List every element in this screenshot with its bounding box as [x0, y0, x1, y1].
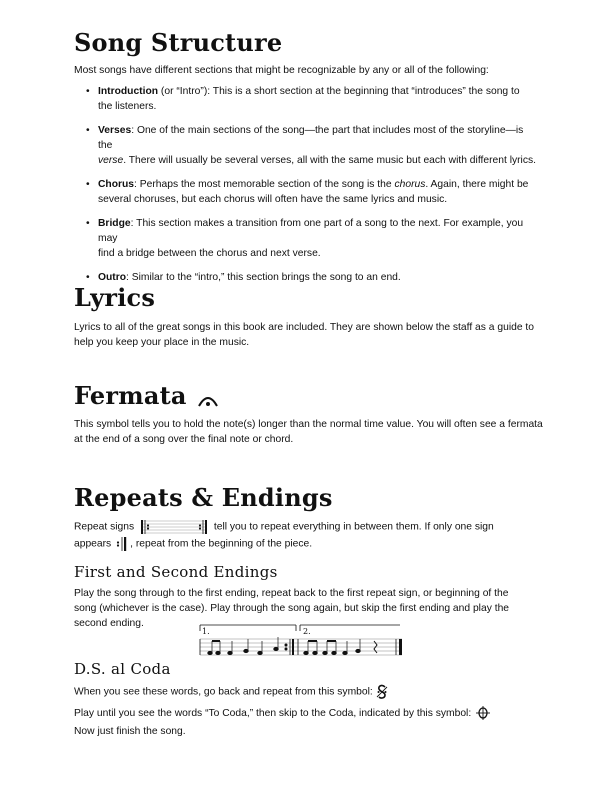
end-repeat-icon	[115, 536, 129, 552]
fermata-icon	[197, 392, 219, 408]
list-item-bridge: • Bridge: This section makes a transition from one part of a song to the next. For example, you may find a bridge between the chorus and next verse.	[86, 216, 536, 261]
ending-2-label: 2.	[303, 627, 311, 636]
ending-1-label: 1.	[202, 627, 210, 636]
term-outro: Outro	[98, 272, 127, 283]
song-structure-heading: Song Structure	[74, 28, 283, 57]
list-item-verses: • Verses: One of the main sections of the song—the part that includes most of the storyline—is the verse. There will usually be several verses, all with the same music but each with different lyrics.	[86, 123, 536, 168]
ds-coda-line-2: Play until you see the words “To Coda,” then skip to the Coda, indicated by this symbol:	[74, 706, 490, 721]
endings-heading: First and Second Endings	[74, 563, 278, 581]
endings-text: Play the song through to the first ending, repeat back to the first repeat sign, or beginning of the song (whichever is the case). Play through the song again, but skip the first ending and play the second ending.	[74, 588, 510, 629]
ds-coda-heading: D.S. al Coda	[74, 660, 171, 678]
fermata-text: This symbol tells you to hold the note(s) longer than the normal time value. You will often see a fermata at the end of a song over the final note or chord.	[74, 419, 543, 445]
list-item-introduction: • Introduction (or “Intro”): This is a short section at the beginning that “introduces” the song to the listeners.	[86, 84, 536, 114]
term-verses: Verses	[98, 125, 132, 136]
repeat-signs-icon	[139, 519, 209, 535]
ds-coda-line-1: When you see these words, go back and repeat from this symbol:	[74, 684, 388, 700]
ending-1-notes	[208, 637, 287, 655]
term-introduction: Introduction	[98, 86, 159, 97]
song-structure-intro: Most songs have different sections that might be recognizable by any or all of the following:	[74, 65, 489, 76]
fermata-heading: Fermata	[74, 381, 219, 410]
lyrics-text: Lyrics to all of the great songs in this book are included. They are shown below the staff as a guide to help you keep your place in the music.	[74, 322, 535, 348]
term-chorus: Chorus	[98, 179, 135, 190]
repeats-heading: Repeats & Endings	[74, 483, 333, 512]
endings-staff	[198, 623, 404, 663]
list-item-outro: • Outro: Similar to the “intro,” this section brings the song to an end.	[86, 270, 536, 285]
segno-icon	[376, 684, 388, 700]
term-bridge: Bridge	[98, 218, 131, 229]
lyrics-heading: Lyrics	[74, 283, 156, 312]
section-list	[86, 84, 536, 285]
coda-icon	[476, 706, 490, 720]
ds-coda-line-3: Now just finish the song.	[74, 726, 186, 737]
list-item-chorus: • Chorus: Perhaps the most memorable section of the song is the chorus. Again, there might be several choruses, but each chorus will often have the same lyrics and music.	[86, 177, 536, 207]
single-repeat-line: appears , repeat from the beginning of the piece.	[74, 536, 312, 552]
repeat-signs-line: Repeat signs tell you to repeat everything in between them. If only one sign	[74, 519, 494, 535]
